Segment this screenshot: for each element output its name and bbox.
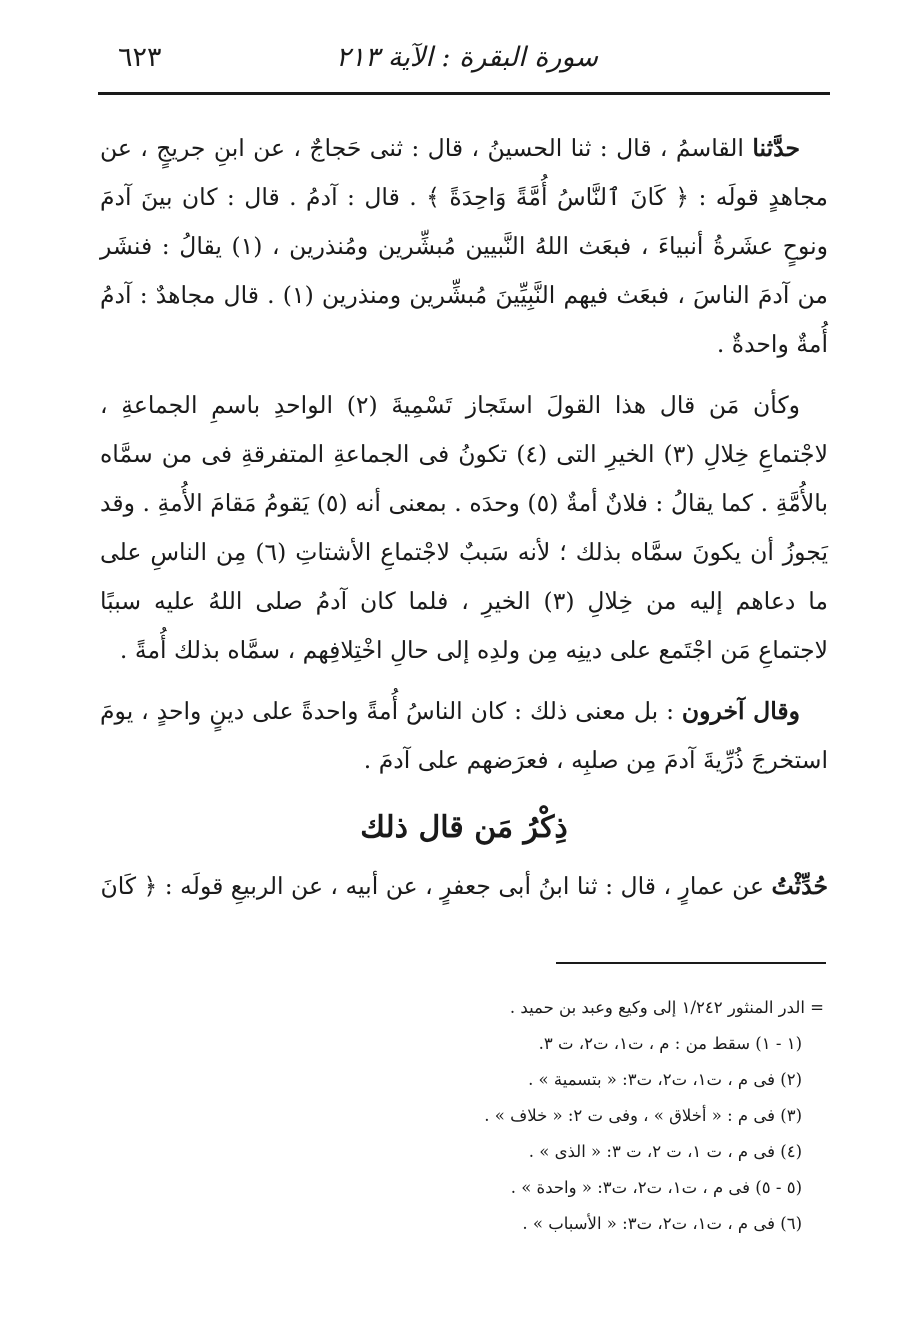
paragraph-1-text: القاسمُ ، قال : ثنا الحسينُ ، قال : ثنى حَجاجٌ ، عن ابنِ جريجٍ ، عن مجاهدٍ قولَه : ﴿ كَانَ ٱلنَّاسُ أُمَّةً وَاحِدَةً ﴾ . قال : آدمُ . قال : كان بينَ آدمَ ونوحٍ عشَرةُ أنبياءَ ، فبعَث اللهُ النَّبيين مُبشِّرين ومُنذرين ، (١) يقالُ : فنشَر من آدمَ الناسَ ، فبعَث فيهم النَّبِيِّينَ مُبشِّرين ومنذرين (١) . قال مجاهدٌ : آدمُ أُمةٌ واحدةٌ . [100, 134, 828, 358]
paragraph-2-text: وكأن مَن قال هذا القولَ استَجاز تَسْمِيةَ (٢) الواحدِ باسمِ الجماعةِ ، لاجْتماعِ خِلالِ (٣) الخيرِ التى (٤) تكونُ فى الجماعةِ المتفرقةِ فى من سمَّاه بالأُمَّةِ . كما يقالُ : فلانٌ أمةٌ (٥) وحدَه . بمعنى أنه (٥) يَقومُ مَقامَ الأُمةِ . وقد يَجوزُ أن يكونَ سمَّاه بذلك ؛ لأنه سَببٌ لاجْتماعِ الأشتاتِ (٦) مِن الناسِ على ما دعاهم إليه من خِلالِ (٣) الخيرِ ، فلما كان آدمُ صلى اللهُ عليه سببًا لاجتماعِ مَن اجْتَمع على دينِه مِن ولدِه إلى حالِ اخْتِلافِهم ، سمَّاه بذلك أُمةً . [100, 391, 829, 664]
footnote-5: (٥ - ٥) فى م ، ت١، ت٢، ت٣: « واحدة » . [510, 1178, 802, 1197]
paragraph-4-lead: حُدِّثْتُ [771, 872, 828, 900]
running-header [98, 38, 830, 90]
paragraph-3-text: : بل معنى ذلك : كان الناسُ أُمةً واحدةً على دينٍ واحدٍ ، يومَ استخرجَ ذُرِّيةَ آدمَ مِن صلبِه ، فعرَضهم على آدمَ . [100, 697, 828, 774]
paragraph-2 [100, 381, 828, 675]
footnote-rule [556, 962, 826, 964]
footnote-4: (٤) فى م ، ت ١، ت ٢، ت ٣: « الذى » . [528, 1142, 802, 1161]
footnotes [224, 990, 824, 1242]
footnote-2: (٢) فى م ، ت١، ت٢، ت٣: « بتسمية » . [528, 1070, 802, 1089]
section-heading: ذِكْرُ مَن قال ذلك [360, 810, 568, 845]
paragraph-3-lead: وقال آخرون [681, 697, 800, 725]
paragraph-1-lead: حدَّثنا [752, 134, 800, 162]
header-rule [98, 92, 830, 95]
header-title: سورة البقرة : الآية ٢١٣ [335, 42, 598, 73]
footnote-6: (٦) فى م ، ت١، ت٢، ت٣: « الأسباب » . [522, 1214, 802, 1233]
footnote-continuation: = الدر المنثور ١/٢٤٢ إلى وكيع وعبد بن حميد . [509, 998, 824, 1017]
page-number: ٦٢٣ [118, 42, 162, 73]
main-text [100, 124, 828, 785]
paragraph-1 [100, 124, 828, 369]
paragraph-4 [100, 862, 828, 911]
footnote-1: (١ - ١) سقط من : م ، ت١، ت٢، ت ٣. [538, 1034, 802, 1053]
paragraph-4-text: عن عمارٍ ، قال : ثنا ابنُ أبى جعفرٍ ، عن أبيه ، عن الربيعِ قولَه : ﴿ كَانَ [100, 872, 772, 900]
footnote-3: (٣) فى م : « أخلاق » ، وفى ت ٢: « خلاف » . [484, 1106, 802, 1125]
paragraph-3 [100, 687, 828, 785]
